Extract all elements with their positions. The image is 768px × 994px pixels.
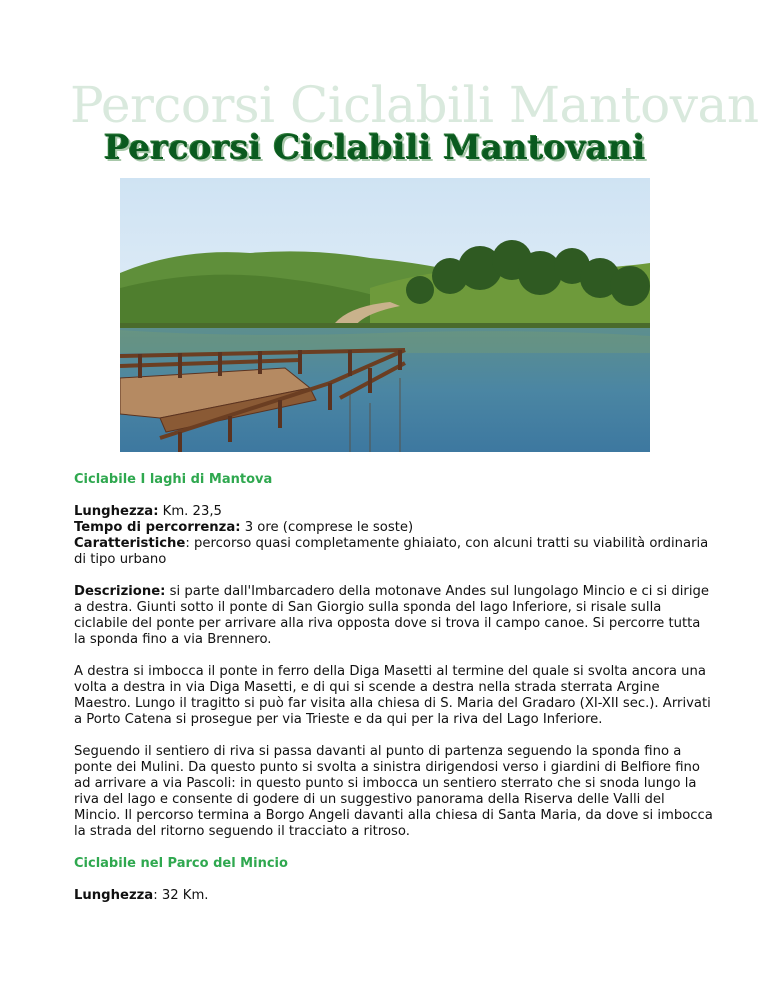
features-label: Caratteristiche: [74, 536, 186, 551]
watermark-title: Percorsi Ciclabili Mantovan: [70, 80, 759, 130]
paragraph-3: Seguendo il sentiero di riva si passa davanti al punto di partenza seguendo la sponda fino a ponte dei Mulini. Da questo punto si svolta a sinistra dirigendosi verso i giardini di Belfiore fino ad arrivare a via Pascoli: in questo punto si imbocca un sentiero sterrato che si snoda lungo la riva del lago e consente di godere di un suggestivo panorama della Riserva delle Valli del Mincio. Il percorso termina a Borgo Angeli davanti alla chiesa di Santa Maria, da dove si imbocca la strada del ritorno seguendo il tracciato a ritroso.: [74, 744, 713, 839]
section-title-laghi: Ciclabile I laghi di Mantova: [74, 472, 273, 487]
article-body: [74, 472, 714, 920]
route-info: [74, 504, 714, 568]
length-value-2: : 32 Km.: [153, 888, 209, 903]
paragraph-2: A destra si imbocca il ponte in ferro della Diga Masetti al termine del quale si svolta ancora una volta a destra in via Diga Masetti, e di qui si scende a destra nella strada sterrata Argine Maestro. Lungo il tragitto si può far visita alla chiesa di S. Maria del Gradaro (XI-XII sec.). Arrivati a Porto Catena si prosegue per via Trieste e da qui per la riva del Lago Inferiore.: [74, 664, 711, 727]
description-paragraph: [74, 584, 714, 648]
time-label: Tempo di percorrenza:: [74, 520, 241, 535]
length-value: Km. 23,5: [158, 504, 222, 519]
lake-photo: [120, 178, 650, 452]
features-value: : percorso quasi completamente ghiaiato, con alcuni tratti su viabilità ordinaria di tipo urbano: [74, 536, 709, 567]
length-label-2: Lunghezza: [74, 888, 154, 903]
description-label: Descrizione:: [74, 584, 166, 599]
description-value: si parte dall'Imbarcadero della motonave Andes sul lungolago Mincio e ci si dirige a destra. Giunti sotto il ponte di San Giorgio sulla sponda del lago Inferiore, si risale sulla ciclabile del ponte per arrivare alla riva opposta dove si trova il campo canoe. Si percorre tutta la sponda fino a via Brennero.: [74, 584, 709, 647]
time-value: 3 ore (comprese le soste): [240, 520, 414, 535]
section-title-parco: Ciclabile nel Parco del Mincio: [74, 856, 288, 871]
page-title: Percorsi Ciclabili Mantovani: [104, 128, 646, 168]
length-label: Lunghezza:: [74, 504, 159, 519]
route-info-2: [74, 888, 714, 904]
